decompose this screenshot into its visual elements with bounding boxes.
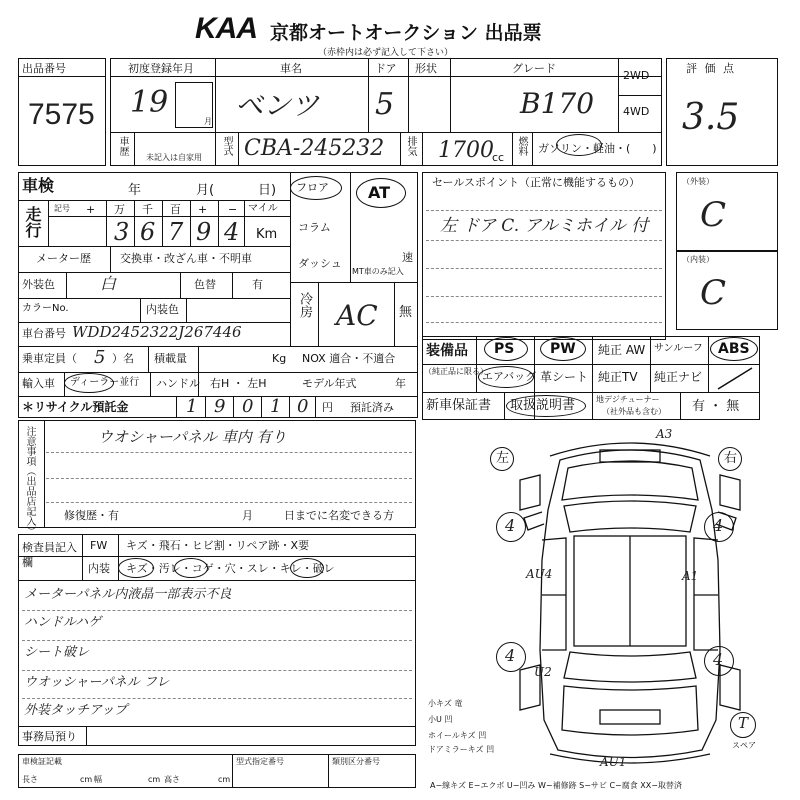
displacement-label: 排気 <box>405 136 416 156</box>
mileage-header: − <box>228 203 238 216</box>
equip-digi-note: （社外品も含む） <box>602 407 666 416</box>
fw-label: FW <box>90 539 108 552</box>
mileage-digit: 4 <box>224 218 240 246</box>
fuel-label: 燃料 <box>516 136 527 156</box>
equipment-sub: （純正品に限る） <box>424 367 488 376</box>
tire-rl-mark: 4 <box>505 646 516 665</box>
evaluation-value: 3.5 <box>682 97 740 138</box>
drive-4wd: 4WD <box>623 105 650 118</box>
recycle-digit: 1 <box>270 396 282 417</box>
ext-color-label: 外装色 <box>22 278 55 291</box>
int-label: 内装 <box>88 562 110 575</box>
damage-mark-rear: AU1 <box>600 755 627 769</box>
shift-dash: ダッシュ <box>298 257 342 270</box>
damage-mark-left-door: AU4 <box>526 567 553 581</box>
shaken-label: 車検 <box>22 176 55 195</box>
color-code-label: カラーNo. <box>22 303 69 314</box>
footer-cm: cm <box>148 775 161 784</box>
inspector-line: ウオッシャーパネル フレ <box>24 675 170 690</box>
form-title: 京都オートオークション 出品票 <box>270 22 542 44</box>
form-note: （赤枠内は必ず記入して下さい） <box>318 48 454 58</box>
equip-leather: 革シート <box>540 370 589 384</box>
equipment-label: 装備品 <box>426 343 468 359</box>
damage-mark-front: A3 <box>656 427 673 441</box>
model-year-unit: 年 <box>395 377 406 390</box>
month-unit: 月 <box>204 117 212 126</box>
model-label: 型式 <box>221 136 232 156</box>
capacity-value: 5 <box>94 347 106 368</box>
speed-label: 速 <box>402 251 413 264</box>
recycle-digit: 9 <box>214 396 226 417</box>
inspector-line: シート破レ <box>24 645 90 660</box>
repair-history: 修復歴・有 <box>64 509 119 522</box>
displacement-unit: cc <box>492 151 505 164</box>
vin-label: 車台番号 <box>22 327 66 340</box>
exterior-grade-value: C <box>700 195 727 235</box>
import-value: ディーラー並行 <box>70 377 140 388</box>
footer-height: 高さ <box>164 775 180 784</box>
car-name-label: 車名 <box>280 62 302 75</box>
lot-number-value: 7575 <box>28 98 95 131</box>
fw-text: キズ・飛石・ヒビ割・リペア跡・X要 <box>126 539 310 552</box>
recycle-digit: 1 <box>186 396 198 417</box>
int-scratch-circle <box>118 558 154 578</box>
equip-aw: 純正 AW <box>598 343 646 357</box>
first-reg-label: 初度登録年月 <box>128 62 194 75</box>
history-label: 車歴 <box>117 136 128 156</box>
mileage-digit: 6 <box>140 218 156 246</box>
handle-label: ハンドル <box>156 377 200 390</box>
evaluation-label: 評 価 点 <box>686 62 736 75</box>
recycle-digit: 0 <box>242 396 254 417</box>
abs-circle <box>710 337 758 361</box>
tire-fr-mark: 4 <box>713 516 724 535</box>
ext-color-value: 白 <box>100 274 117 293</box>
tire-rr-mark: 4 <box>713 650 724 669</box>
equip-navi: 純正ナビ <box>654 370 703 384</box>
equip-ps: PS <box>494 341 515 357</box>
int-dirt-circle <box>174 558 208 578</box>
legend-line: ホイールキズ 凹 <box>428 731 487 740</box>
equip-abs: ABS <box>718 341 750 357</box>
inspector-line: 外装タッチアップ <box>24 703 128 718</box>
equip-airbag: エアバッグ <box>482 370 537 383</box>
kaa-logo: KAA <box>195 12 257 45</box>
office-label: 事務局預り <box>22 730 77 743</box>
door-label: ドア <box>375 62 397 75</box>
recycle-grid <box>176 397 316 417</box>
import-dealer-circle <box>64 373 114 393</box>
load-label: 積載量 <box>154 352 187 365</box>
history-note: 未記入は自家用 <box>146 153 202 162</box>
shaken-year: 年 <box>128 183 142 198</box>
model-value: CBA-245232 <box>244 136 385 161</box>
footer-special: 型式指定番号 <box>236 757 284 766</box>
inspector-line: ハンドルハゲ <box>24 615 102 630</box>
import-label: 輸入車 <box>22 377 55 390</box>
first-reg-year: 19 <box>130 85 169 120</box>
door-value: 5 <box>375 87 395 122</box>
mileage-header: + <box>198 203 208 216</box>
grade-label: グレード <box>512 62 556 75</box>
mileage-header: 千 <box>142 203 153 216</box>
shape-label: 形状 <box>415 62 437 75</box>
mileage-header: マイル <box>248 203 278 214</box>
recycle-digit: 0 <box>297 396 309 417</box>
int-text: キズ・汚レ・コゲ・穴・スレ・キレ・破レ <box>126 562 335 575</box>
interior-grade-label: （内装） <box>682 255 714 264</box>
vin-value: WDD2452322J267446 <box>72 323 242 341</box>
notes-label: 注意事項（出品店記入） <box>24 426 35 536</box>
shaken-month: 月( <box>196 183 215 198</box>
int-color-label: 内装色 <box>146 303 179 316</box>
damage-mark-left-rear: U2 <box>534 665 552 679</box>
ac-label: 冷房 <box>297 292 312 318</box>
recycle-status: 預託済み <box>350 401 394 414</box>
car-name-value: ベンツ <box>235 89 320 122</box>
repair-until: 日までに名変できる方 <box>284 509 394 522</box>
interior-grade-value: C <box>700 273 727 313</box>
sales-point-box <box>422 172 666 340</box>
equip-digi: 地デジチューナー <box>596 395 660 404</box>
mileage-header: 百 <box>170 203 181 216</box>
load-unit: Kg <box>272 352 287 365</box>
inspector-line: メーターパネル内液晶一部表示不良 <box>24 587 232 602</box>
sales-point-value: 左 ドア C. アルミホイル 付 <box>440 216 649 236</box>
capacity-label: 乗車定員（ <box>22 352 77 365</box>
equip-pw: PW <box>550 341 576 357</box>
legend-line: 小U 凹 <box>428 715 453 724</box>
nox-status: NOX 適合・不適合 <box>302 352 396 365</box>
tire-fl-mark: 4 <box>505 516 516 535</box>
spare-label: スペア <box>732 741 756 750</box>
mileage-header: 万 <box>114 203 125 216</box>
diagram-right-label: 右 <box>724 451 738 466</box>
fuel-value: ガソリン・軽油・( ) <box>538 142 657 155</box>
footer-category: 類別区分番号 <box>332 757 380 766</box>
pw-circle <box>540 337 586 361</box>
repair-month: 月 <box>242 509 253 522</box>
footer-reg-label: 車検証記載 <box>22 757 62 766</box>
equip-manual: 取扱説明書 <box>510 398 576 413</box>
meter-options: 交換車・改ざん車・不明車 <box>120 252 252 265</box>
recycle-unit: 円 <box>322 401 333 414</box>
equip-tv: 純正TV <box>598 370 638 384</box>
mileage-grid <box>78 200 290 246</box>
equip-digi-value: 有 ・ 無 <box>692 399 740 414</box>
equip-warranty: 新車保証書 <box>426 398 492 413</box>
color-change-label: 色替 <box>194 278 216 291</box>
damage-mark-right-door: A1 <box>682 569 699 583</box>
mileage-header: + <box>86 203 96 216</box>
equip-sunroof: サンルーフ <box>654 343 703 354</box>
lot-number-label: 出品番号 <box>22 62 66 75</box>
footer-width: 幅 <box>94 775 102 784</box>
ac-none: 無 <box>399 305 413 320</box>
mileage-digit: 9 <box>196 218 212 246</box>
equip-row2-slash <box>716 365 756 391</box>
fuel-selection-circle <box>556 134 602 156</box>
model-year-label: モデル年式 <box>302 377 357 390</box>
legend-line: 小キズ 竜 <box>428 699 463 708</box>
int-rub-circle <box>290 558 324 578</box>
manual-circle <box>506 395 586 417</box>
legend-line: ドアミラーキズ 凹 <box>428 745 495 754</box>
shaken-day: 日) <box>258 183 277 198</box>
transmission-value: AT <box>368 183 391 202</box>
recycle-label: ＊リサイクル預託金 <box>22 400 129 414</box>
footer-cm: cm <box>80 775 93 784</box>
color-change-value: 有 <box>252 278 263 291</box>
sales-point-label: セールスポイント（正常に機能するもの） <box>432 176 641 189</box>
ac-value: AC <box>336 299 378 332</box>
footer-cm: cm <box>218 775 231 784</box>
airbag-circle <box>478 366 537 388</box>
spare-mark: T <box>738 714 749 732</box>
mileage-label: 走行 <box>23 206 42 238</box>
inspector-label: 検査員記入欄 <box>22 541 77 570</box>
damage-legend: A−線キズ E−エクボ U−凹み W−補修跡 S−サビ C−腐食 XX−取替済 <box>430 781 682 790</box>
ps-circle <box>484 337 528 361</box>
mileage-digit: 3 <box>114 218 130 246</box>
capacity-unit: ）名 <box>112 352 134 365</box>
grade-value: B170 <box>520 87 595 120</box>
diagram-left-label: 左 <box>496 451 510 466</box>
floor-circle <box>290 176 342 200</box>
handle-value: 右H ・ 左H <box>210 377 267 390</box>
drive-2wd: 2WD <box>623 69 650 82</box>
shift-floor: フロア <box>296 181 329 194</box>
footer-length: 長さ <box>22 775 38 784</box>
shift-column: コラム <box>298 221 331 234</box>
mileage-digit: 7 <box>168 218 184 246</box>
notes-line1: ウオシャーパネル 車内 有り <box>98 428 287 446</box>
displacement-value: 1700 <box>438 138 494 163</box>
mileage-unit: Km <box>256 227 278 242</box>
exterior-grade-label: （外装） <box>682 177 714 186</box>
mileage-sub: 記号 <box>54 204 70 213</box>
meter-label: メーター歴 <box>36 252 91 265</box>
mt-note: MT車のみ記入 <box>352 267 404 276</box>
